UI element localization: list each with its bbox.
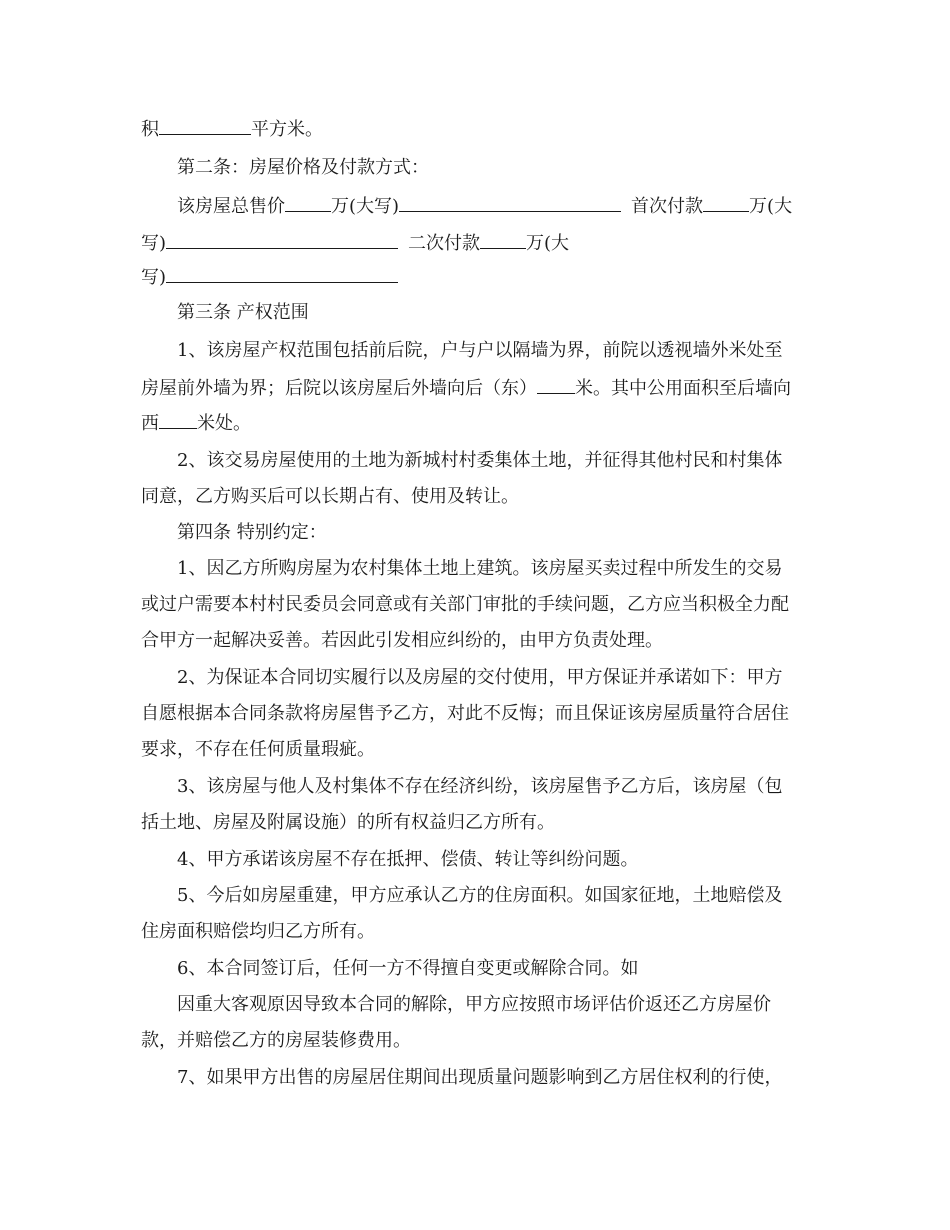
paragraph-line: 自愿根据本合同条款将房屋售予乙方，对此不反悔；而且保证该房屋质量符合居住 <box>141 703 789 724</box>
second-payment-line <box>141 232 821 255</box>
article-4-heading: 第四条 特别约定： <box>177 522 327 543</box>
paragraph-line: 合甲方一起解决妥善。若因此引发相应纠纷的，由甲方负责处理。 <box>141 630 663 651</box>
first-payment-blank <box>703 195 749 212</box>
second-payment-caps-label: 万(大 <box>526 233 570 254</box>
paragraph-line: 括土地、房屋及附属设施）的所有权益归乙方所有。 <box>141 812 555 833</box>
area-prefix: 积 <box>141 119 159 140</box>
total-price-line <box>177 195 857 218</box>
paragraph-line: 款，并赔偿乙方的房屋装修费用。 <box>141 1030 411 1051</box>
west-text: 西 <box>141 413 159 434</box>
paragraph-line: 3、该房屋与他人及村集体不存在经济纠纷，该房屋售予乙方后，该房屋（包 <box>177 776 783 797</box>
west-blank <box>159 412 197 429</box>
paragraph-line: 同意，乙方购买后可以长期占有、使用及转让。 <box>141 486 519 507</box>
first-payment-caps-label: 万(大 <box>749 196 793 217</box>
paragraph-line: 6、本合同签订后，任何一方不得擅自变更或解除合同。如 <box>177 958 639 979</box>
paragraph-line: 因重大客观原因导致本合同的解除，甲方应按照市场评估价返还乙方房屋价 <box>177 994 771 1015</box>
rear-yard-text: 房屋前外墙为界；后院以该房屋后外墙向后（东） <box>141 378 537 399</box>
paragraph-line <box>141 377 821 400</box>
paragraph-line: 1、该房屋产权范围包括前后院，户与户以隔墙为界，前院以透视墙外米处至 <box>177 340 783 361</box>
paragraph-line: 5、今后如房屋重建，甲方应承认乙方的住房面积。如国家征地，土地赔偿及 <box>177 885 783 906</box>
area-suffix: 平方米。 <box>251 119 323 140</box>
second-payment-blank <box>480 232 526 249</box>
second-payment-label: 二次付款 <box>408 233 481 254</box>
article-3-heading: 第三条 产权范围 <box>177 302 309 323</box>
area-line <box>141 118 821 141</box>
paragraph-line: 7、如果甲方出售的房屋居住期间出现质量问题影响到乙方居住权利的行使， <box>177 1067 783 1088</box>
paragraph-line: 或过户需要本村村民委员会同意或有关部门审批的手续问题，乙方应当积极全力配 <box>141 594 789 615</box>
rear-yard-text-cont: 米。其中公用面积至后墙向 <box>575 378 791 399</box>
second-payment-caps-line <box>141 266 821 289</box>
first-payment-caps-blank <box>166 232 398 249</box>
total-price-label: 该房屋总售价 <box>177 196 285 217</box>
first-payment-caps-cont: 写) <box>141 233 167 254</box>
paragraph-line: 1、因乙方所购房屋为农村集体土地上建筑。该房屋买卖过程中所发生的交易 <box>177 558 783 579</box>
paragraph-line: 4、甲方承诺该房屋不存在抵押、偿债、转让等纠纷问题。 <box>177 849 639 870</box>
total-price-caps-label: 万(大写) <box>331 196 400 217</box>
area-blank <box>159 118 251 135</box>
rear-yard-blank <box>537 377 575 394</box>
paragraph-line: 住房面积赔偿均归乙方所有。 <box>141 921 375 942</box>
total-price-caps-blank <box>399 195 621 212</box>
second-payment-caps-blank <box>166 266 398 283</box>
article-2-heading: 第二条：房屋价格及付款方式： <box>177 157 429 178</box>
first-payment-label: 首次付款 <box>631 196 704 217</box>
paragraph-line: 2、为保证本合同切实履行以及房屋的交付使用，甲方保证并承诺如下：甲方 <box>177 667 783 688</box>
west-text-cont: 米处。 <box>197 413 251 434</box>
paragraph-line: 要求，不存在任何质量瑕疵。 <box>141 739 375 760</box>
second-payment-caps-cont: 写) <box>141 267 167 288</box>
paragraph-line: 2、该交易房屋使用的土地为新城村村委集体土地，并征得其他村民和村集体 <box>177 450 783 471</box>
paragraph-line <box>141 412 821 435</box>
total-price-blank <box>285 195 331 212</box>
